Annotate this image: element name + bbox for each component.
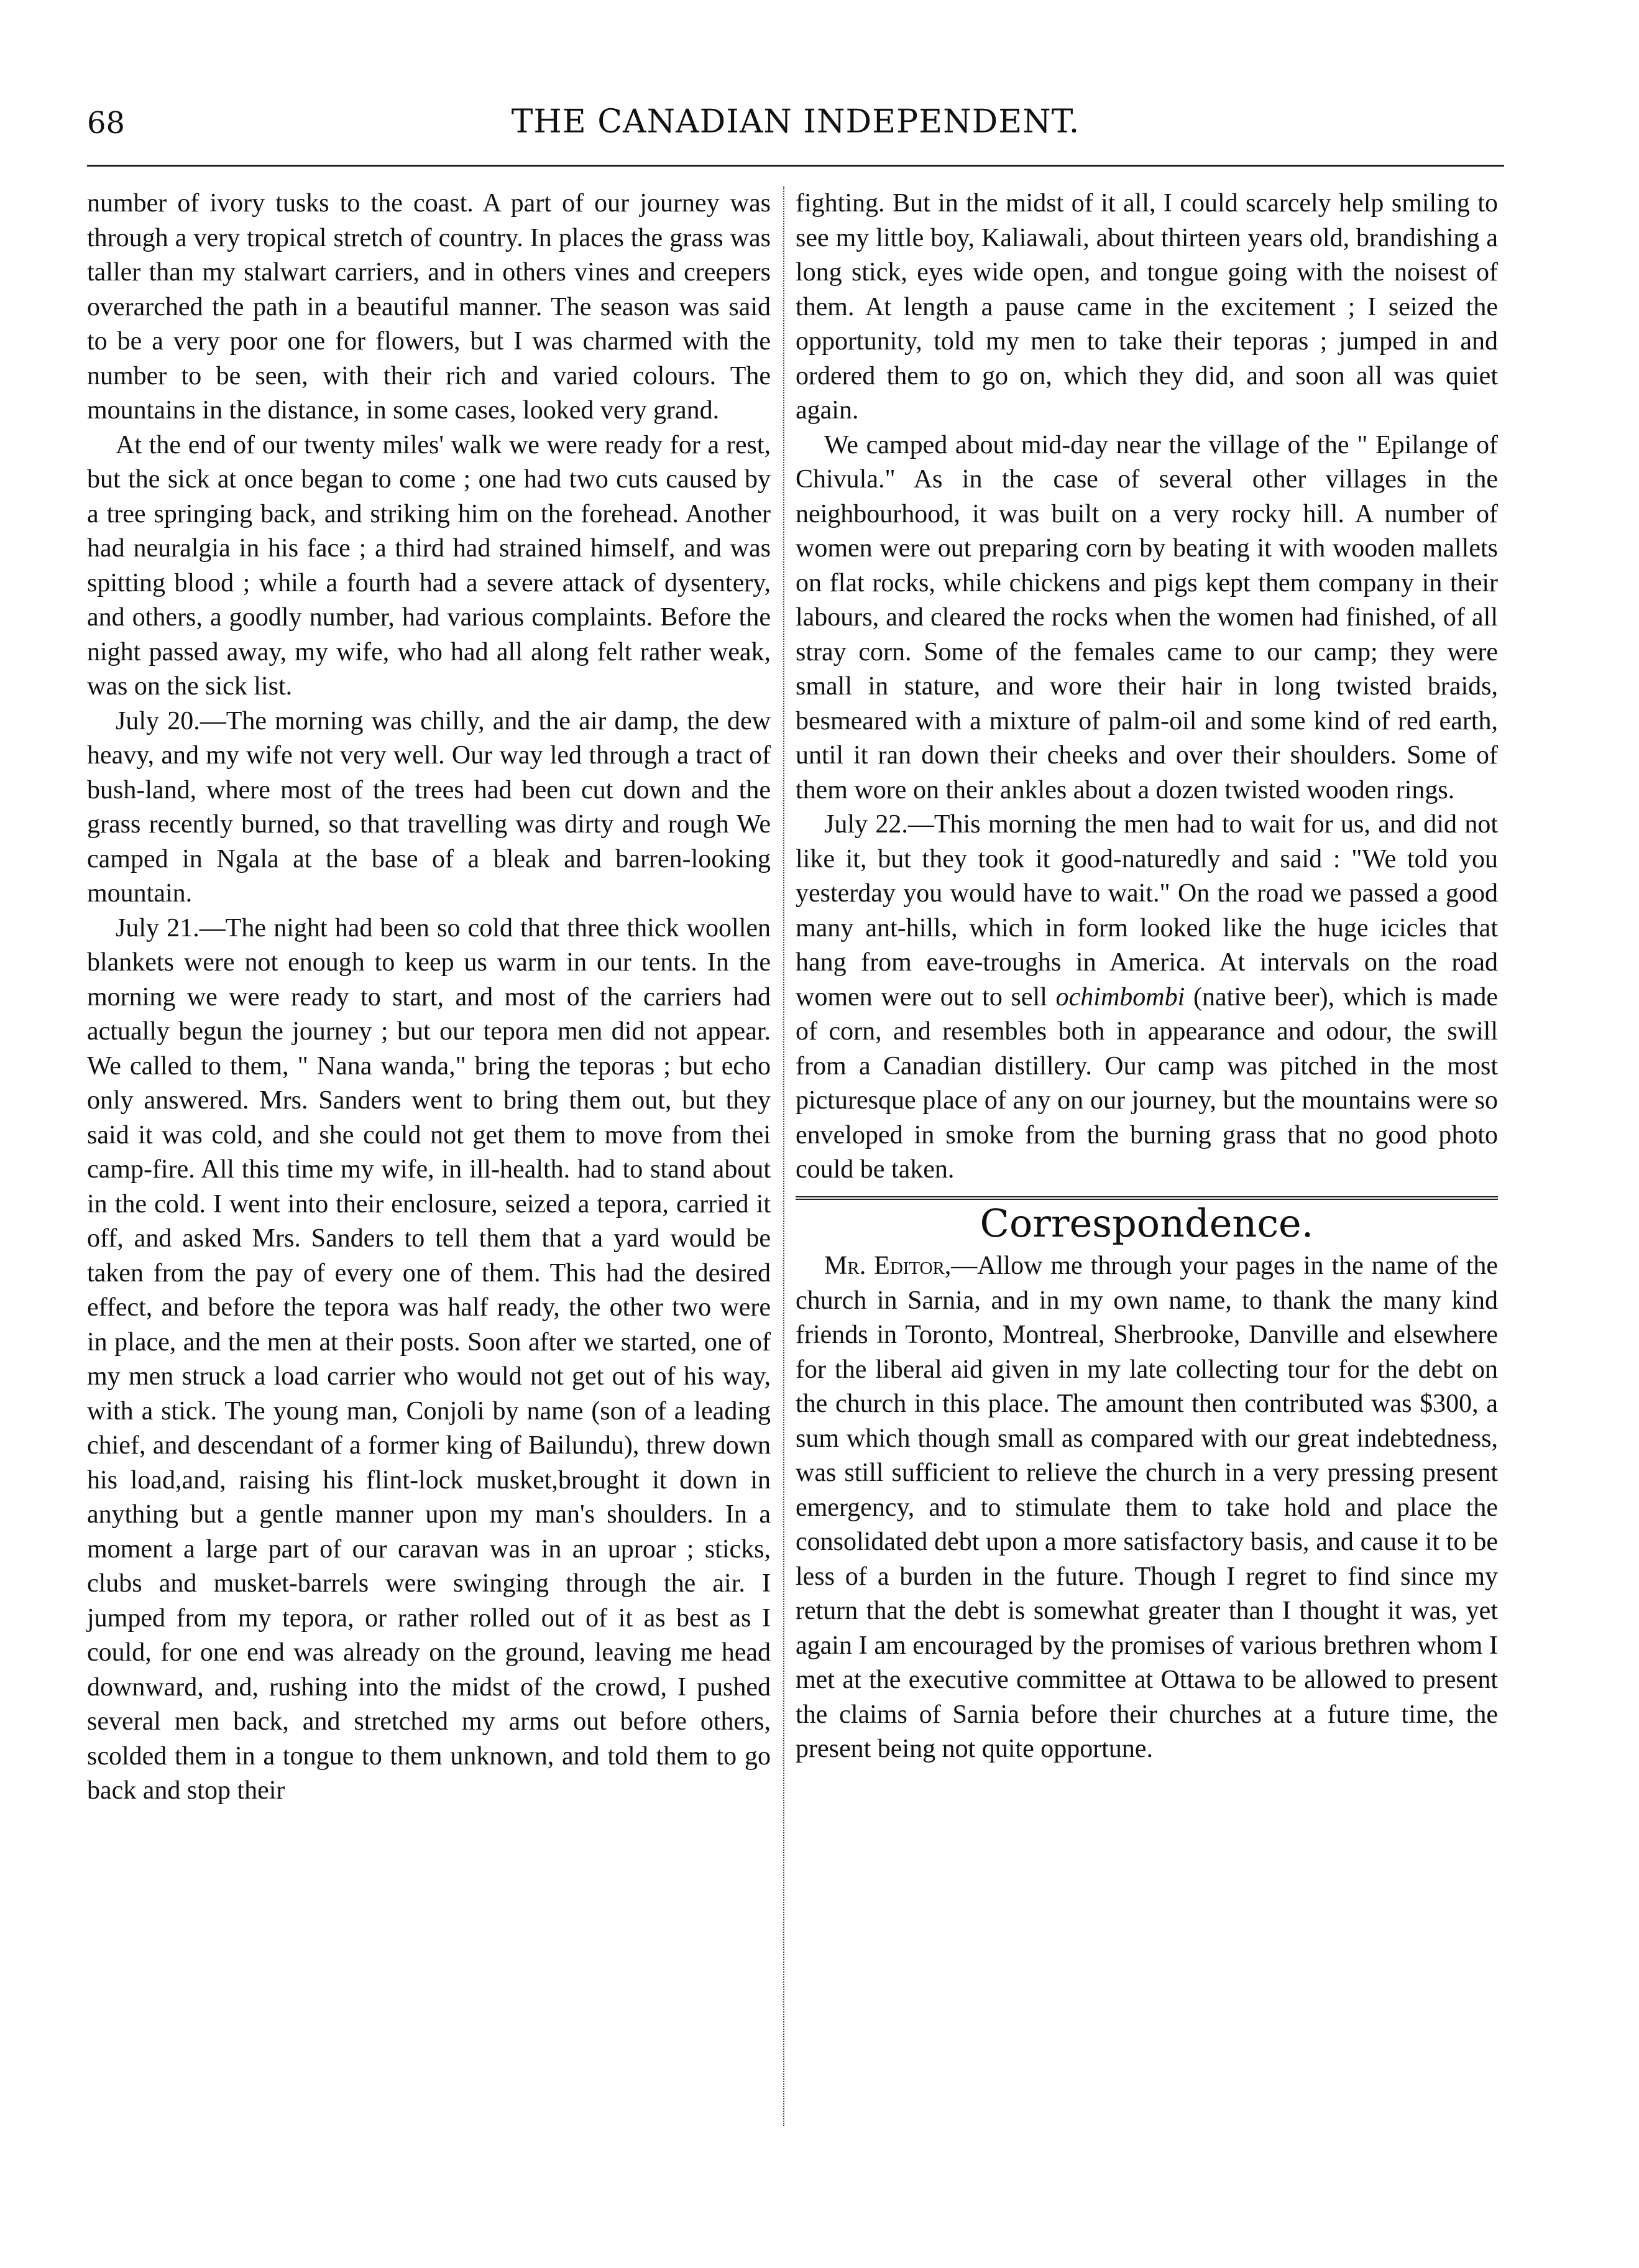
page-header xyxy=(87,99,1504,162)
header-rule xyxy=(87,165,1504,167)
letter-salutation: Mr. Editor, xyxy=(824,1252,952,1280)
left-column xyxy=(87,187,771,1809)
paragraph-july-22 xyxy=(796,808,1498,1187)
text-run: (native beer), which is made of corn, and resembles both in appearance and odour, the swill from a Canadian distillery. Our camp was pitched in the most picturesque place of any on our journey, but the mountains were so enveloped in smoke from the burning grass that no good photo could be taken. xyxy=(796,982,1498,1184)
paragraph: At the end of our twenty miles' walk we were ready for a rest, but the sick at once began to come ; one had two cuts caused by a tree springing back, and striking him on the forehead. Another had neuralgia in his face ; a third had strained himself, and was spitting blood ; while a fourth had a severe attack of dysentery, and others, a goodly number, had various complaints. Before the night passed away, my wife, who had all along felt rather weak, was on the sick list. xyxy=(87,430,771,701)
paragraph: fighting. But in the midst of it all, I could scarcely help smiling to see my little boy, Kaliawali, about thirteen years old, brandishing a long stick, eyes wide open, and tongue going with the noisest of them. At length a pause came in the excitement ; I seized the opportunity, told my men to take their teporas ; jumped in and ordered them to go on, which they did, and soon all was quiet again. xyxy=(796,189,1498,425)
publication-title: THE CANADIAN INDEPENDENT. xyxy=(511,103,1080,141)
text-run: July 22.—This morning the men had to wait for us, and did not like it, but they took it good-naturedly and said : "We told you yesterday you would have to wait." On the road we passed a good many ant-hills, which in form looked like the huge icicles that hang from eave-troughs in America. At intervals on the road women were out to sell xyxy=(796,810,1498,1012)
paragraph: July 21.—The night had been so cold that three thick woollen blankets were not enough to keep us warm in our tents. In the morning we were ready to start, and most of the carriers had actually begun the journey ; but our tepora men did not appear. We called to them, " Nana wanda," bring the teporas ; but echo only answered. Mrs. Sanders went to bring them out, but they said it was cold, and she could not get them to move from thei camp-fire. All this time my wife, in ill-health. had to stand about in the cold. I went into their enclosure, seized a tepora, carried it off, and asked Mrs. Sanders to tell them that a yard would be taken from the pay of every one of them. This had the desired effect, and before the tepora was half ready, the other two were in place, and the men at their posts. Soon after we started, one of my men struck a load carrier who would not get out of his way, with a stick. The young man, Conjoli by name (son of a leading chief, and descendant of a former king of Bailundu), threw down his load,and, raising his flint-lock musket,brought it down in anything but a gentle manner upon my man's shoulders. In a moment a large part of our caravan was in an uproar ; sticks, clubs and musket-barrels were swinging through the air. I jumped from my tepora, or rather rolled out of it as best as I could, for one end was already on the ground, leaving me head downward, and, rushing into the midst of the crowd, I pushed several men back, and stretched my arms out before others, scolded them in a tongue to them unknown, and told them to go back and stop their xyxy=(87,913,771,1805)
right-column xyxy=(796,187,1498,1767)
italic-term: ochimbombi xyxy=(1055,982,1185,1012)
letter-paragraph xyxy=(796,1249,1498,1767)
column-separator xyxy=(783,187,784,2126)
page-number: 68 xyxy=(87,106,126,141)
paragraph: July 20.—The morning was chilly, and the air damp, the dew heavy, and my wife not very well. Our way led through a tract of bush-land, where most of the trees had been cut down and the grass recently burned, so that travelling was dirty and rough We camped in Ngala at the base of a bleak and barren-looking mountain. xyxy=(87,706,771,908)
letter-body: —Allow me through your pages in the name of the church in Sarnia, and in my own name, to thank the many kind friends in Toronto, Montreal, Sherbrooke, Danville and elsewhere for the liberal aid given in my late collecting tour for the debt on the church in this place. The amount then contributed was $300, a sum which though small as compared with our great indebtedness, was still sufficient to relieve the church in a very pressing present emergency, and to stimulate them to take hold and place the consolidated debt upon a more satisfactory basis, and cause it to be less of a burden in the future. Though I regret to find since my return that the debt is somewhat greater than I thought it was, yet again I am encouraged by the promises of various brethren whom I met at the executive committee at Ottawa to be allowed to present the claims of Sarnia before their churches at a future time, the present being not quite opportune. xyxy=(796,1252,1499,1763)
section-rule xyxy=(796,1196,1498,1200)
paragraph: number of ivory tusks to the coast. A part of our journey was through a very tropical stretch of country. In places the grass was taller than my stalwart carriers, and in others vines and creepers overarched the path in a beautiful manner. The season was said to be a very poor one for flowers, but I was charmed with the number to be seen, with their rich and varied colours. The mountains in the distance, in some cases, looked very grand. xyxy=(87,189,771,425)
section-title: Correspondence. xyxy=(980,1200,1314,1246)
paragraph: We camped about mid-day near the village of the " Epilange of Chivula." As in the case of several other villages in the neighbourhood, it was built on a very rocky hill. A number of women were out preparing corn by beating it with wooden mallets on flat rocks, while chickens and pigs kept them company in their labours, and cleared the rocks when the women had finished, of all stray corn. Some of the females came to our camp; they were small in stature, and wore their hair in long twisted braids, besmeared with a mixture of palm-oil and some kind of red earth, until it ran down their cheeks and over their shoulders. Some of them wore on their ankles about a dozen twisted wooden rings. xyxy=(796,430,1498,804)
